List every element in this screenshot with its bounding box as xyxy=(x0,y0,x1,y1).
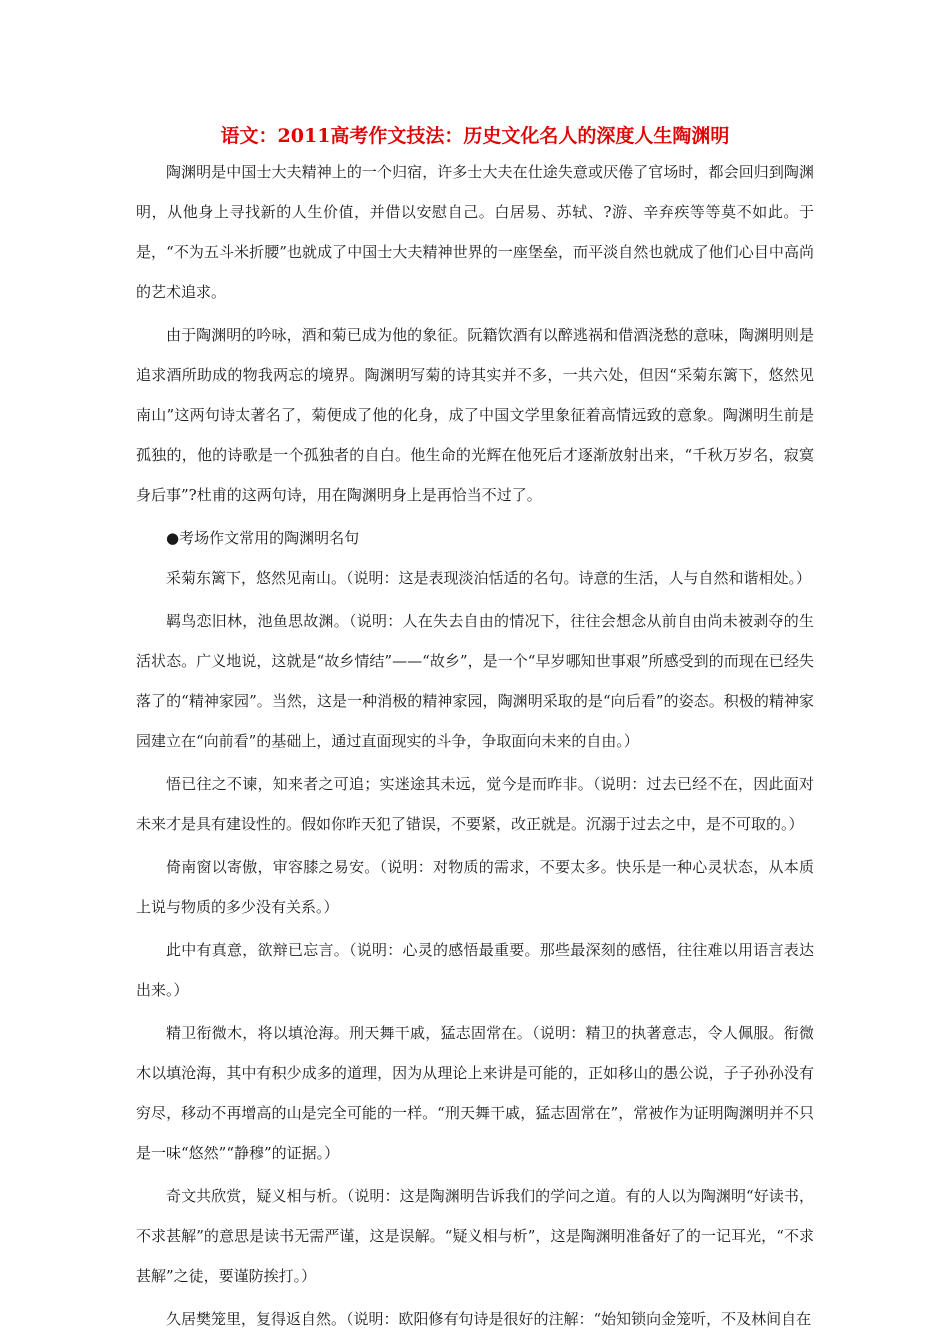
quote-paragraph: 奇文共欣赏，疑义相与析。（说明：这是陶渊明告诉我们的学问之道。有的人以为陶渊明“好读书，不求甚解”的意思是读书无需严谨，这是误解。“疑义相与析”，这是陶渊明准备好了的一记耳光，“不求甚解”之徒，要谨防挨打。） xyxy=(136,1187,814,1285)
intro-paragraph-1: 陶渊明是中国士大夫精神上的一个归宿，许多士大夫在仕途失意或厌倦了官场时，都会回归到陶渊明，从他身上寻找新的人生价值，并借以安慰自己。白居易、苏轼、?游、辛弃疾等等莫不如此。于是，“不为五斗米折腰”也就成了中国士大夫精神世界的一座堡垒，而平淡自然也就成了他们心目中高尚的艺术追求。 xyxy=(136,163,814,301)
quote-paragraph: 倚南窗以寄傲，审容膝之易安。（说明：对物质的需求，不要太多。快乐是一种心灵状态，从本质上说与物质的多少没有关系。） xyxy=(136,858,814,916)
quote-paragraph: 此中有真意，欲辩已忘言。（说明：心灵的感悟最重要。那些最深刻的感悟，往往难以用语言表达出来。） xyxy=(136,941,814,999)
quote-paragraph: 羁鸟恋旧林，池鱼思故渊。（说明：人在失去自由的情况下，往往会想念从前自由尚未被剥夺的生活状态。广义地说，这就是“故乡情结”——“故乡”，是一个“早岁哪知世事艰”所感受到的而现在已经失落了的“精神家园”。当然，这是一种消极的精神家园，陶渊明采取的是“向后看”的姿态。积极的精神家园建立在“向前看”的基础上，通过直面现实的斗争，争取面向未来的自由。） xyxy=(136,612,814,750)
quote-paragraph: 悟已往之不谏，知来者之可追；实迷途其未远，觉今是而昨非。（说明：过去已经不在，因此面对未来才是具有建设性的。假如你昨天犯了错误，不要紧，改正就是。沉溺于过去之中，是不可取的。） xyxy=(136,775,814,833)
quote-paragraph: 久居樊笼里，复得返自然。（说明：欧阳修有句诗是很好的注解：“始知锁向金笼听，不及林间自在 xyxy=(166,1310,812,1328)
document-title: 语文：2011高考作文技法：历史文化名人的深度人生陶渊明 xyxy=(220,125,730,147)
section-heading: ●考场作文常用的陶渊明名句 xyxy=(166,529,360,547)
quote-paragraph: 采菊东篱下，悠然见南山。（说明：这是表现淡泊恬适的名句。诗意的生活，人与自然和谐相处。） xyxy=(166,569,812,587)
intro-paragraph-2: 由于陶渊明的吟咏，酒和菊已成为他的象征。阮籍饮酒有以醉逃祸和借酒浇愁的意味，陶渊明则是追求酒所助成的物我两忘的境界。陶渊明写菊的诗其实并不多，一共六处，但因“采菊东篱下，悠然见南山”这两句诗太著名了，菊便成了他的化身，成了中国文学里象征着高情远致的意象。陶渊明生前是孤独的，他的诗歌是一个孤独者的自白。他生命的光辉在他死后才逐渐放射出来，“千秋万岁名，寂寞身后事”?杜甫的这两句诗，用在陶渊明身上是再恰当不过了。 xyxy=(136,326,814,504)
document-body xyxy=(136,152,814,1342)
quote-paragraph: 精卫衔微木，将以填沧海。刑天舞干戚，猛志固常在。（说明：精卫的执著意志，令人佩服。衔微木以填沧海，其中有积少成多的道理，因为从理论上来讲是可能的，正如移山的愚公说，子子孙孙没有穷尽，移动不再增高的山是完全可能的一样。“刑天舞干戚，猛志固常在”，常被作为证明陶渊明并不只是一味“悠然”“静穆”的证据。） xyxy=(136,1024,814,1162)
